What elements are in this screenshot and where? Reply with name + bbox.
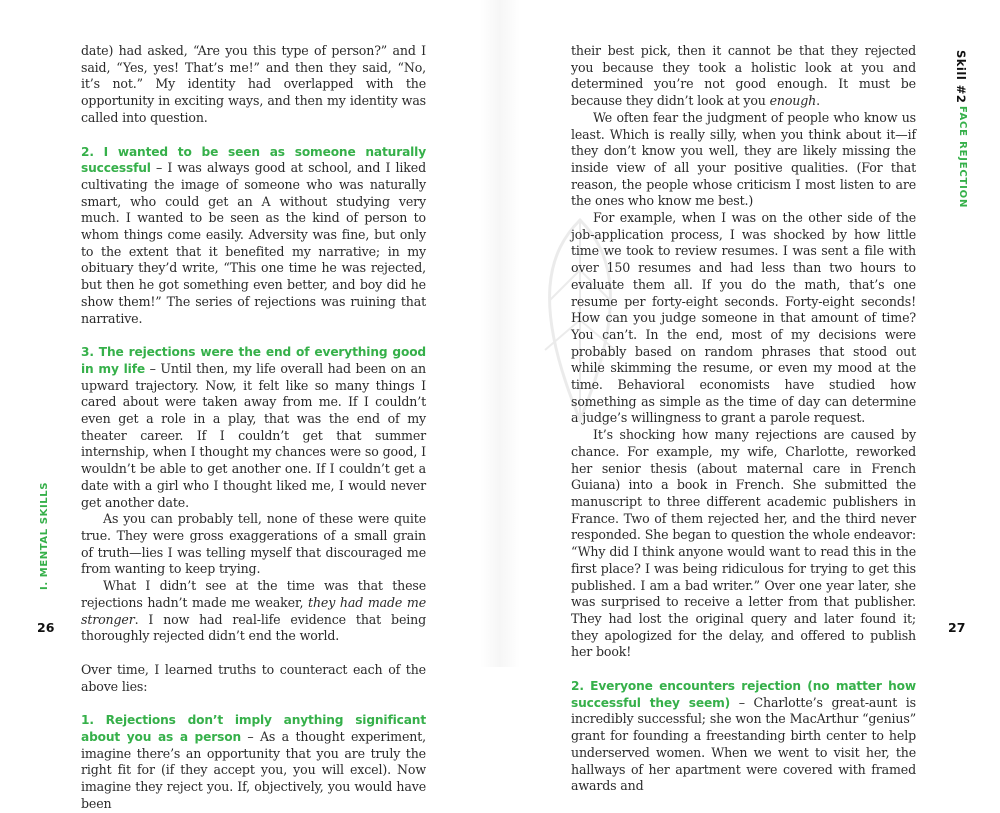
chapter-side-label: FACE REJECTION xyxy=(957,106,968,209)
paragraph xyxy=(81,712,426,812)
paragraph-text: – I was always good at school, and I liked cultivating the image of someone who was naturally smart, who could get an A without studying very much. I wanted to be seen as the kind of person to whom things come easily. Adversity was fine, but only to the extent that it benefited my narrative; in my obituary they’d write, “This one time he was rejected, but then he got something even better, and boy did he show them!” The series of rejections was ruining that narrative. xyxy=(81,160,426,326)
paragraph: Over time, I learned truths to counteract each of the above lies: xyxy=(81,661,426,694)
paragraph xyxy=(81,578,426,645)
paragraph-text: – As a thought experiment, imagine there’s an opportunity that you are truly the right fit for (if they accept you, you will excel). Now imagine they reject you. If, objectively, you would have been xyxy=(81,729,426,811)
paragraph-text: . xyxy=(816,93,820,109)
skill-side-label: Skill #2 xyxy=(954,50,968,104)
paragraph: It’s shocking how many rejections are caused by chance. For example, my wife, Charlotte, reworked her senior thesis (about maternal care in French Guiana) into a book in French. She submitted the manuscript to three different academic publishers in France. Two of them rejected her, and the third never responded. She began to question the whole endeavor: “Why did I think anyone would want to read this in the first place? I was being ridiculous for trying to get this published. I am a bad writer.” Over one year later, she was surprised to receive a letter from that publisher. They had lost the original query and later found it; they apologized for the delay, and offered to publish her book! xyxy=(571,427,916,660)
page-number: 27 xyxy=(948,620,966,635)
left-page xyxy=(0,0,500,811)
subheading: 2. I wanted to be seen as someone naturally successful xyxy=(81,144,426,176)
paragraph-text: – Charlotte’s great-aunt is incredibly successful; she won the MacArthur “genius” grant for founding a freestanding birth center to help underserved women. When we went to visit her, the hallways of her apartment were covered with framed awards and xyxy=(571,694,916,794)
section-side-label: I. MENTAL SKILLS xyxy=(39,481,50,590)
paragraph-text: What I didn’t see at the time was that these rejections hadn’t made me weaker, xyxy=(81,578,426,610)
paragraph-text: . I now had real-life evidence that being thoroughly rejected didn’t end the world. xyxy=(81,611,426,644)
subheading: 1. Rejections don’t imply anything significant about you as a person xyxy=(81,713,426,745)
emphasis: enough xyxy=(769,93,817,109)
paragraph: date) had asked, “Are you this type of person?” and I said, “Yes, yes! That’s me!” and then they said, “No, it’s not.” My identity had overlapped with the opportunity in exciting ways, and then my identity was called into question. xyxy=(81,43,426,125)
paragraph: For example, when I was on the other side of the job-application process, I was shocked by how little time we took to review resumes. I was sent a file with over 150 resumes and had less than two hours to evaluate them all. If you do the math, that’s one resume per forty-eight seconds. Forty-eight seconds! How can you judge someone in that amount of time? You can’t. In the end, most of my decisions were probably based on random phrases that stood out while skimming the resume, or even my mood at the time. Behavioral economists have studied how something as simple as the time of day can determine a judge’s willingness to grant a parole request. xyxy=(571,210,916,426)
paragraph xyxy=(81,144,426,328)
right-text-column xyxy=(571,43,916,795)
subheading: 3. The rejections were the end of everything good in my life xyxy=(81,345,426,376)
paragraph-text: their best pick, then it cannot be that they rejected you because they took a holistic look at you and determined you’re not good enough. It must be because they didn’t look at you xyxy=(571,43,916,109)
right-page xyxy=(500,0,1000,794)
left-text-column xyxy=(81,43,426,813)
page-number: 26 xyxy=(37,620,55,635)
paragraph: As you can probably tell, none of these were quite true. They were gross exaggerations of a small grain of truth—lies I was telling myself that discouraged me from wanting to keep trying. xyxy=(81,511,426,577)
paragraph xyxy=(81,344,426,511)
emphasis: they had made me stronger xyxy=(81,594,426,627)
paragraph-text: – Until then, my life overall had been on an upward trajectory. Now, it felt like so many things I cared about were taken away from me. If I couldn’t even get a role in a play, that was the end of my theater career. If I couldn’t get that summer internship, when I thought my chances were so good, I wouldn’t be able to get another one. If I couldn’t get a date with a girl who I thought liked me, I would never get another date. xyxy=(81,360,426,510)
paragraph xyxy=(571,43,916,110)
paragraph: We often fear the judgment of people who know us least. Which is really silly, when you think about it—if they don’t know you well, they are likely missing the inside view of all your positive qualities. (For that reason, the people whose criticism I most listen to are the ones who know me best.) xyxy=(571,109,916,209)
paragraph xyxy=(571,678,916,795)
subheading: 2. Everyone encounters rejection (no matter how successful they seem) xyxy=(571,679,916,710)
